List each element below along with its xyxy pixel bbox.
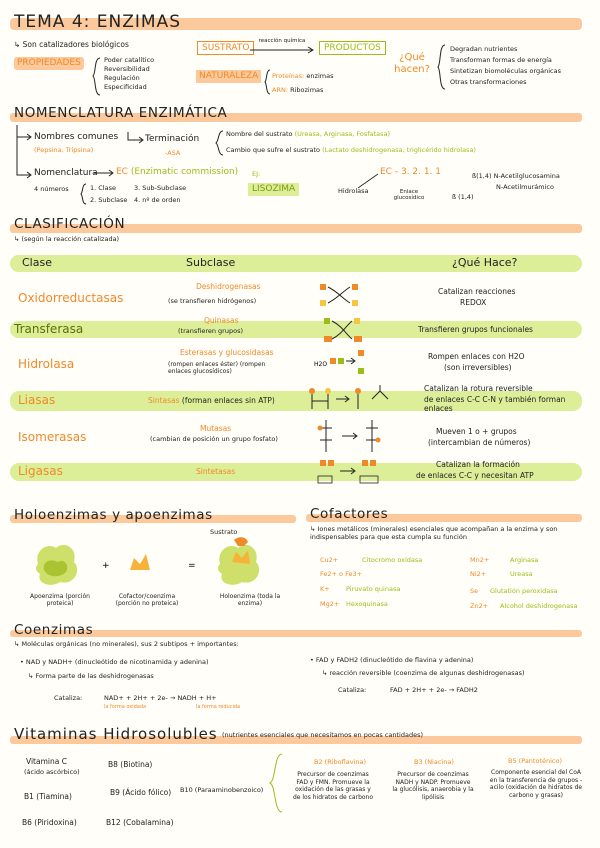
enlace-glucosidico: Enlace glucosídico xyxy=(393,189,425,201)
num-3: 3. Sub-Subclase xyxy=(134,184,187,192)
ec-commission: (Enzimatic commission) xyxy=(127,167,239,177)
beta-14: ß (1,4) xyxy=(452,193,474,201)
cof-ion-5: Ni2+ xyxy=(470,570,487,578)
holo-cofactor: Cofactor/coenzima (porción no proteica) xyxy=(115,593,179,607)
nat-ribozimas: Ribozimas xyxy=(288,86,324,94)
row-isomerasas-sub1: Mutasas xyxy=(200,424,232,433)
naturaleza-brace xyxy=(264,69,272,95)
row-liasas-sub2: (forman enlaces sin ATP) xyxy=(179,396,275,405)
vit-b10: B10 (Paraaminobenzoico) xyxy=(180,786,264,794)
row-hidrolasa-que1: Rompen enlaces con H2O xyxy=(428,352,525,361)
coenz-reaction-1: NAD+ + 2H+ + 2e- → NADH + H+ xyxy=(104,694,217,702)
row-oxidorreductasas-name: Oxidorreductasas xyxy=(18,291,124,305)
cof-enz-5: Ureasa xyxy=(510,570,533,578)
coenz-fad-sub: ↳ reacción reversible (coenzima de algunas deshidrogenasas) xyxy=(322,669,525,677)
coenz-title: Coenzimas xyxy=(14,622,94,638)
propiedades-label: PROPIEDADES xyxy=(14,57,84,70)
vit-b5-title: B5 (Pantoténico) xyxy=(508,757,563,765)
terminacion-brace xyxy=(215,130,225,156)
num-2: 2. Subclase xyxy=(90,196,128,204)
propiedades-brace xyxy=(92,57,102,97)
vit-b6: B6 (Piridoxina) xyxy=(22,818,77,827)
terminacion: Terminación xyxy=(145,134,200,144)
cuatro-numeros: 4 números xyxy=(34,185,69,193)
nat-proteinas: Proteínas: xyxy=(272,72,305,80)
coenz-forma-reducida: la forma reducida xyxy=(196,704,241,710)
svg-text:+: + xyxy=(102,561,110,571)
cof-ion-3: Mg2+ xyxy=(320,600,340,608)
cof-enz-2: Piruvato quinasa xyxy=(346,585,401,593)
clas-sub: ↳ (según la reacción catalizada) xyxy=(14,235,120,243)
catalizadores-text: ↳ Son catalizadores biológicos xyxy=(14,40,129,49)
cof-enz-6: Glutatión peroxidasa xyxy=(490,587,558,595)
que-hacen-label: ¿Qué hacen? xyxy=(394,52,430,75)
cof-ion-7: Zn2+ xyxy=(470,602,489,610)
nat-enzimas: enzimas xyxy=(304,72,334,80)
cambio-ej: (Lactato deshidrogenasa, triglicérido hidrolasa) xyxy=(322,146,476,154)
coenz-cataliza-1: Cataliza: xyxy=(54,694,83,702)
nat-arn: ARN: xyxy=(272,86,289,94)
lisozima-label: LISOZIMA xyxy=(248,183,299,196)
cof-enz-3: Hexoquinasa xyxy=(346,600,388,608)
cof-desc: ↳ Iones metálicos (minerales) esenciales que acompañan a la enzima y son indispensables para que esta cumpla su función xyxy=(310,525,558,541)
row-transferasa-que1: Transfieren grupos funcionales xyxy=(418,325,533,334)
coenz-forma-oxidada: la forma oxidada xyxy=(104,704,147,710)
holo-apoenzima: Apoenzima (porción proteica) xyxy=(30,593,90,607)
reaccion-label: reacción química xyxy=(258,38,306,44)
vit-c: Vitamina C xyxy=(26,757,67,766)
row-ligasas-sub1: Sintetasas xyxy=(196,467,236,476)
hidrolasa-label: Hidrolasa xyxy=(338,187,369,195)
vit-b1: B1 (Tiamina) xyxy=(24,792,72,801)
row-ligasas-que1: Catalizan la formación xyxy=(436,460,520,469)
vit-b3-desc: Precursor de coenzimas NADH y NADP. Promueve la glucólisis, anaerobia y la lipólisis xyxy=(392,771,474,801)
nomen-title: NOMENCLATURA ENZIMÁTICA xyxy=(14,105,228,121)
coenz-cataliza-2: Cataliza: xyxy=(338,686,367,694)
num-1: 1. Clase xyxy=(90,184,116,192)
header-subclase: Subclase xyxy=(186,256,236,269)
coenz-fad: • FAD y FADH2 (dinucleótido de flavina y adenina) xyxy=(310,656,474,664)
holo-illustration xyxy=(34,540,294,590)
row-isomerasas-que2: (intercambian de números) xyxy=(428,438,531,447)
row-liasas-name: Liasas xyxy=(18,393,56,407)
row-transferasa-name: Transferasa xyxy=(14,322,84,336)
hacen-0: Degradan nutrientes xyxy=(450,45,518,53)
row-oxidorreductasas-que1: Catalizan reacciones xyxy=(438,287,516,296)
prop-1: Reversibilidad xyxy=(104,65,150,73)
header-que: ¿Qué Hace? xyxy=(452,256,518,269)
vit-b9: B9 (Ácido fólico) xyxy=(110,788,172,797)
n-acetilmuramico: N-Acetilmurámico xyxy=(496,183,554,191)
hidrolasa-icon xyxy=(314,350,370,378)
nombres-comunes-ej: (Pepsina, Tripsina) xyxy=(34,146,94,154)
prop-0: Poder catalítico xyxy=(104,56,155,64)
coenz-desc: ↳ Moléculas orgánicas (no minerales), sus 2 subtipos + importantes: xyxy=(14,640,239,648)
que-hacen-brace xyxy=(437,44,447,90)
row-hidrolasa-que2: (son irreversibles) xyxy=(444,363,512,372)
ligasa-icon xyxy=(316,458,388,488)
ej-label: EJ: xyxy=(252,170,261,178)
transfer-icon xyxy=(322,318,366,344)
vit-b5-desc: Componente esencial del CoA en la transferencia de grupos - acilo (oxidación de hidratos de carbono y grasas) xyxy=(489,769,583,799)
row-liasas-que2: de enlaces C-C C-N y también forman enlaces xyxy=(424,395,566,413)
row-transferasa-sub2: (transfieren grupos) xyxy=(178,327,243,335)
productos-box: PRODUCTOS xyxy=(319,41,386,55)
beta-14-nacetil: ß(1,4) N-Acetilglucosamina xyxy=(472,172,560,180)
holo-sustrato: Sustrato xyxy=(210,528,238,536)
prop-3: Especificidad xyxy=(104,83,147,91)
reaction-arrow xyxy=(250,46,316,54)
cof-ion-1: Fe2+ o Fe3+ xyxy=(320,570,363,578)
coenz-nad-sub: ↳ Forma parte de las deshidrogenasas xyxy=(28,672,154,680)
vit-b3-title: B3 (Niacina) xyxy=(414,758,454,766)
prop-2: Regulación xyxy=(104,74,140,82)
cof-ion-6: Se xyxy=(470,587,479,595)
row-hidrolasa-name: Hidrolasa xyxy=(18,357,75,371)
row-hidrolasa-sub1: Esterasas y glucosidasas xyxy=(180,348,274,357)
coenz-nad: • NAD y NADH+ (dinucleótido de nicotinamida y adenina) xyxy=(20,658,209,666)
row-oxidorreductasas-sub1: Deshidrogenasas xyxy=(196,282,261,291)
row-oxidorreductasas-sub2: (se transfieren hidrógenos) xyxy=(168,297,257,305)
row-isomerasas-sub2: (cambian de posición un grupo fosfato) xyxy=(150,435,278,443)
liasa-icon xyxy=(308,385,392,415)
coenz-reaction-2: FAD + 2H+ + 2e- → FADH2 xyxy=(390,686,478,694)
row-ligasas-name: Ligasas xyxy=(18,464,63,478)
hacen-1: Transforman formas de energía xyxy=(450,56,552,64)
sustrato-box: SUSTRATO xyxy=(197,41,254,55)
svg-text:=: = xyxy=(188,561,196,571)
cof-ion-2: K+ xyxy=(320,585,330,593)
vit-sub: (nutrientes esenciales que necesitamos en pocas cantidades) xyxy=(222,731,424,739)
hidrolasa-line xyxy=(358,172,380,190)
vit-b2-title: B2 (Riboflavina) xyxy=(314,758,366,766)
row-liasas-que1: Catalizan la rotura reversible xyxy=(424,384,533,393)
svg-text:H2O: H2O xyxy=(314,361,328,368)
hacen-3: Otras transformaciones xyxy=(450,78,527,86)
hacen-2: Sintetizan biomoléculas orgánicas xyxy=(450,67,562,75)
cof-enz-0: Citocromo oxidasa xyxy=(362,556,423,564)
vit-title: Vitaminas Hidrosolubles xyxy=(14,725,218,743)
cambio-sustrato: Cambio que sufre el sustrato xyxy=(226,146,323,154)
sustrato-name: Nombre del sustrato xyxy=(226,130,295,138)
coenz-highlight xyxy=(10,630,582,637)
nomenclatura: Nomenclatura xyxy=(34,168,98,178)
cof-enz-4: Arginasa xyxy=(510,556,539,564)
nombres-comunes: Nombres comunes xyxy=(34,132,119,142)
row-transferasa-sub1: Quinasas xyxy=(204,316,239,325)
ec-label: EC xyxy=(116,167,128,177)
row-liasas-sub1: Sintasas xyxy=(148,396,180,405)
holo-holoenzima: Holoenzima (toda la enzima) xyxy=(219,593,281,607)
isomerasa-icon xyxy=(316,420,386,454)
row-ligasas-que2: de enlaces C-C y necesitan ATP xyxy=(416,471,534,480)
row-isomerasas-name: Isomerasas xyxy=(18,430,87,444)
numeros-brace xyxy=(80,183,88,205)
vit-brace xyxy=(268,752,286,814)
row-hidrolasa-sub2: (rompen enlaces éster) (rompen enlaces glucosídicos) xyxy=(168,361,266,375)
num-4: 4. nº de orden xyxy=(134,196,181,204)
row-isomerasas-que1: Mueven 1 o + grupos xyxy=(436,427,517,436)
vit-b2-desc: Precursor de coenzimas FAD y FMN. Promueve la oxidación de las grasas y de los hidratos de carbono xyxy=(292,771,374,801)
cof-ion-0: Cu2+ xyxy=(320,556,339,564)
cof-enz-7: Alcohol deshidrogenasa xyxy=(500,602,578,610)
page-title: TEMA 4: ENZIMAS xyxy=(14,12,181,32)
asa-suffix: -ASA xyxy=(165,149,181,157)
naturaleza-label: NATURALEZA xyxy=(196,70,261,83)
nomenclatura-arrow xyxy=(94,168,116,178)
header-clase: Clase xyxy=(22,256,52,269)
oxido-icon xyxy=(320,284,360,308)
vit-b8: B8 (Biotina) xyxy=(108,760,153,769)
vit-c-sub: (ácido ascórbico) xyxy=(24,768,80,776)
row-oxidorreductasas-que2: REDOX xyxy=(460,298,487,307)
holo-title: Holoenzimas y apoenzimas xyxy=(14,507,213,523)
ec-code: EC - 3. 2. 1. 1 xyxy=(380,167,442,177)
vit-b12: B12 (Cobalamina) xyxy=(106,818,174,827)
cof-title: Cofactores xyxy=(310,506,389,522)
cof-ion-4: Mn2+ xyxy=(470,556,490,564)
terminacion-arrow xyxy=(126,132,146,146)
clas-title: CLASIFICACIÓN xyxy=(14,216,126,232)
sustrato-ej: (Ureasa, Arginasa, Fosfatasa) xyxy=(294,130,391,138)
